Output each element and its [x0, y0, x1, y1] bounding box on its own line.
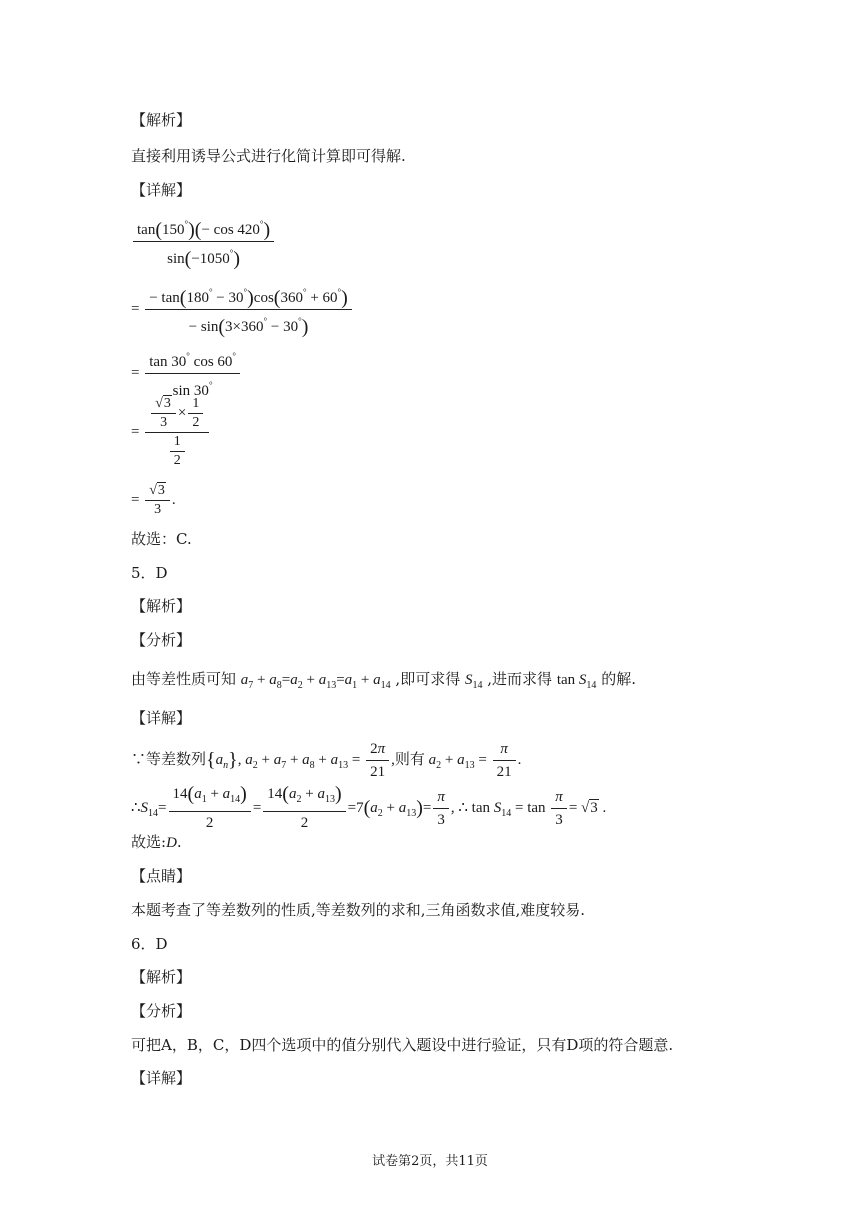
q5-line-2: $\therefore S_{14}=$ $\frac{14(a_1 + a_{14})}{2}$ = $\frac{14(a_2 + a_{13})}{2}$ $=7(a_2 + a_{13})=$ $\frac{\pi}{3}$ , ∴ $\tan S_{14} = \tan$ $\frac{\pi}{3}$ = √3 . — [131, 783, 607, 831]
q6-answer: 6．D — [131, 935, 168, 953]
math-step-1: $\frac{\tan(150^\circ)(- \cos 420^\circ)}{\sin(-1050^\circ)}$ — [131, 213, 276, 270]
q5-conclusion: 故选:D. — [131, 833, 182, 851]
q5-analysis: 由等差性质可知 $a_7 + a_8=a_2 + a_{13}=a_1 + a_{14}$ ,即可求得 $S_{14}$ ,进而求得 $\tan S_{14}$ 的解. — [131, 670, 636, 691]
math-step-4: = $\frac{√3}{3}$ × $\frac{1}{2}$ $\frac{1}{2}$ — [131, 395, 211, 470]
q6-analysis-text: 可把A，B，C，D四个选项中的值分别代入题设中进行验证，只有D项的符合题意. — [131, 1036, 674, 1054]
q5-line-1: ∵等差数列$\{a_n\}$, $a_2 + a_7 + a_8 + a_{13}$ = $\frac{2\pi}{21}$ ,则有 $a_2 + a_{13}$ = $\frac{\pi}{21}$ . — [131, 738, 521, 783]
q5-conclusion-label: 故选: — [131, 833, 167, 851]
section-fenxi: 【分析】 — [131, 1002, 192, 1020]
q5-answer: 5．D — [131, 564, 168, 582]
q5-comment: 本题考查了等差数列的性质,等差数列的求和,三角函数求值,难度较易. — [131, 901, 586, 919]
section-jiexi: 【解析】 — [131, 597, 192, 615]
q5-analysis-end: 的解. — [601, 670, 636, 688]
q5-conclusion-choice: D — [166, 835, 177, 851]
section-xiangjie: 【详解】 — [131, 181, 192, 199]
section-xiangjie: 【详解】 — [131, 709, 192, 727]
section-fenxi: 【分析】 — [131, 631, 192, 649]
q4-conclusion: 故选：C. — [131, 530, 192, 548]
math-step-5: = $\frac{√3}{3}$ . — [131, 483, 176, 517]
math-step-2: = $\frac{- \tan(180^\circ - 30^\circ)\cos(360^\circ + 60^\circ)}{- \sin(3\times 360^\circ - 30^\circ)}$ — [131, 281, 354, 338]
q5-line1-mid: ,则有 — [391, 751, 425, 768]
q5-analysis-mid: ,即可求得 — [395, 670, 461, 688]
section-jiexi: 【解析】 — [131, 968, 192, 986]
q5-line1-pre: ∵等差数列 — [131, 751, 207, 768]
section-xiangjie: 【详解】 — [131, 1069, 192, 1087]
q5-analysis-post: ,进而求得 — [487, 670, 553, 688]
section-dianjing: 【点睛】 — [131, 867, 192, 885]
q5-analysis-pre: 由等差性质可知 — [131, 670, 237, 688]
section-jiexi: 【解析】 — [131, 111, 192, 129]
math-step-3: = $\frac{\tan 30^\circ \cos 60^\circ}{\sin 30^\circ}$ — [131, 345, 242, 402]
page-footer: 试卷第2页，共11页 — [372, 1154, 488, 1169]
q4-analysis-text: 直接利用诱导公式进行化简计算即可得解. — [131, 147, 406, 165]
